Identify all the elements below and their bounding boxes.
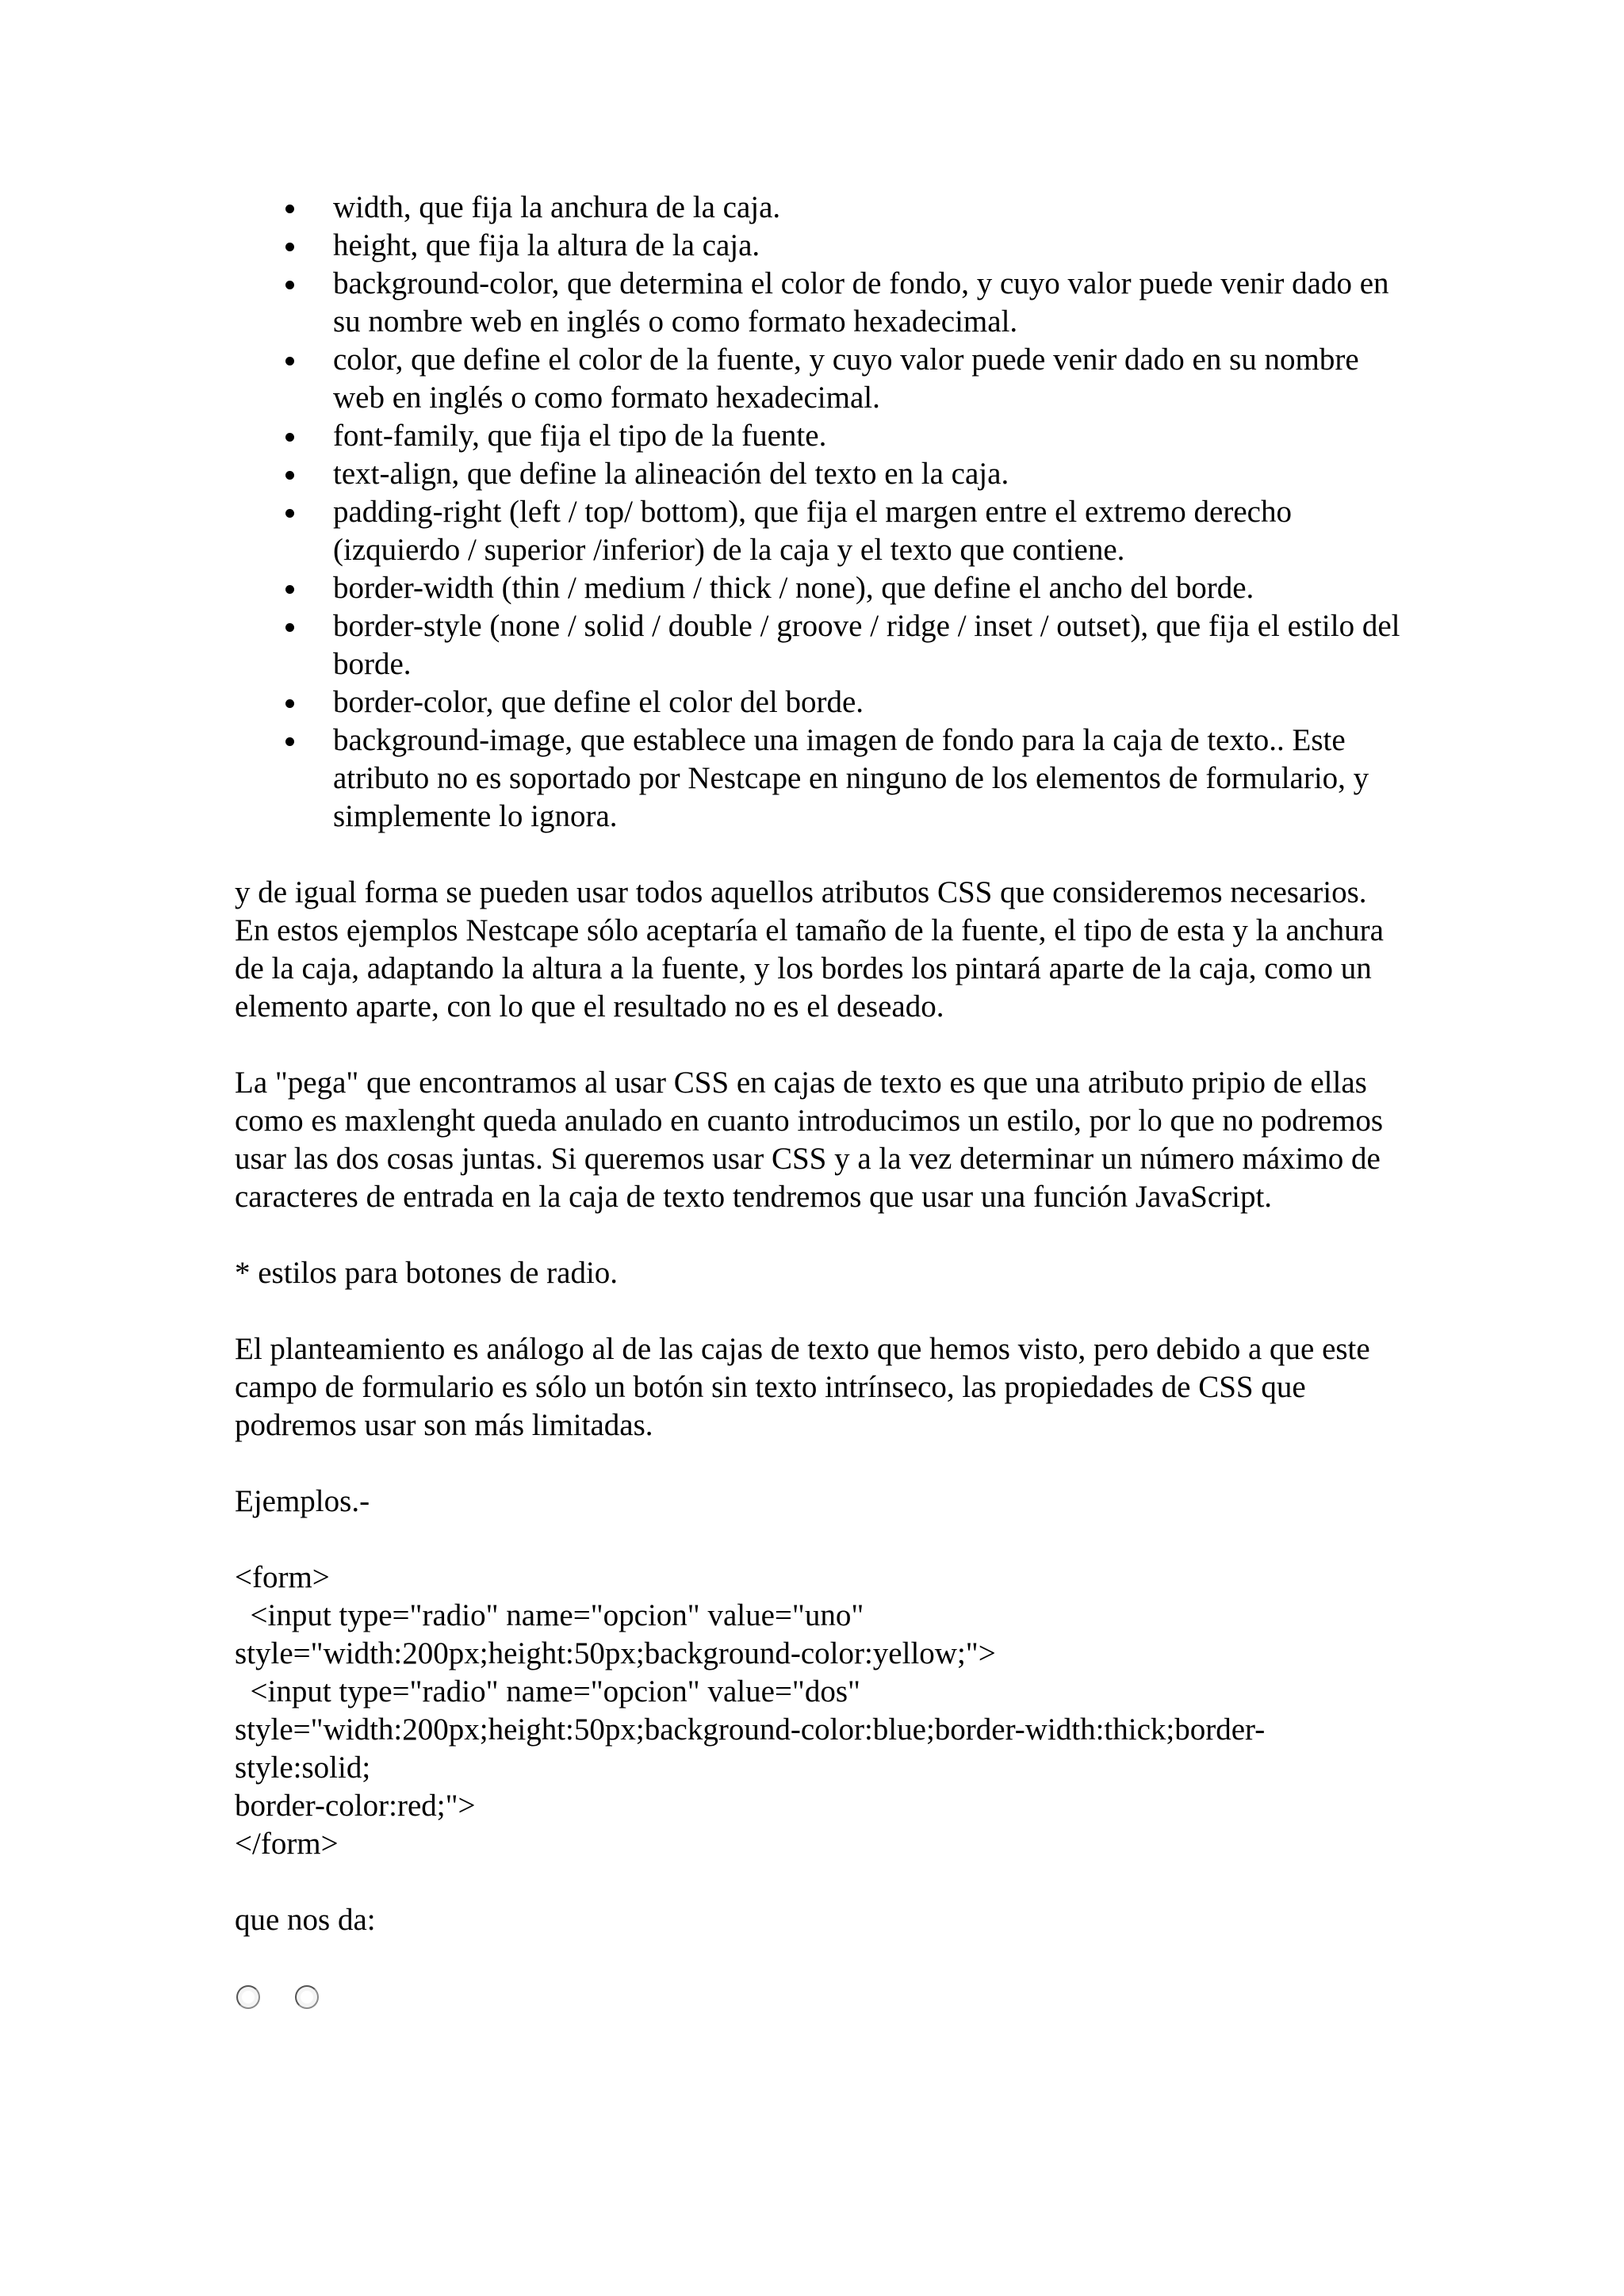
section-heading-radio-styles: * estilos para botones de radio. (235, 1256, 619, 1290)
list-item: height, que fija la altura de la caja. (333, 227, 1408, 265)
code-line: <form> (235, 1560, 330, 1594)
radio-button-uno[interactable] (236, 1985, 260, 2009)
list-item: border-style (none / solid / double / groove / ridge / inset / outset), que fija el estilo del borde. (333, 607, 1408, 683)
spacer (235, 1216, 1408, 1254)
spacer (235, 836, 1408, 874)
examples-heading: Ejemplos.- (235, 1484, 370, 1518)
radio-result-row (236, 1985, 319, 2009)
code-example (235, 1559, 1408, 1863)
code-line: style="width:200px;height:50px;background-color:blue;border-width:thick;border- (235, 1712, 1266, 1747)
list-item: color, que define el color de la fuente, y cuyo valor puede venir dado en su nombre web en inglés o como formato hexadecimal. (333, 341, 1408, 417)
list-item: padding-right (left / top/ bottom), que fija el margen entre el extremo derecho (izquierdo / superior /inferior) de la caja y el texto que contiene. (333, 493, 1408, 569)
paragraph-css-attributes: y de igual forma se pueden usar todos aquellos atributos CSS que consideremos necesarios. En estos ejemplos Nestcape sólo aceptaría el tamaño de la fuente, el tipo de esta y la anchura de la caja, adaptando la altura a la fuente, y los bordes los pintará aparte de la caja, como un elemento aparte, con lo que el resultado no es el deseado. (235, 875, 1384, 1024)
list-item: text-align, que define la alineación del texto en la caja. (333, 455, 1408, 493)
spacer (235, 1292, 1408, 1330)
spacer (235, 1026, 1408, 1064)
list-item: background-color, que determina el color de fondo, y cuyo valor puede venir dado en su nombre web en inglés o como formato hexadecimal. (333, 265, 1408, 341)
result-label: que nos da: (235, 1903, 376, 1937)
code-line: </form> (235, 1827, 339, 1861)
list-item: border-color, que define el color del borde. (333, 683, 1408, 721)
radio-button-dos[interactable] (295, 1985, 319, 2009)
code-line: style="width:200px;height:50px;background-color:yellow;"> (235, 1636, 996, 1670)
code-line: <input type="radio" name="opcion" value="dos" (235, 1674, 860, 1709)
list-item: width, que fija la anchura de la caja. (333, 189, 1408, 227)
spacer (235, 1521, 1408, 1559)
document-page (235, 189, 1408, 1939)
paragraph-maxlength: La "pega" que encontramos al usar CSS en cajas de texto es que una atributo pripio de ellas como es maxlenght queda anulado en cuanto introducimos un estilo, por lo que no podremos usar las dos cosas juntas. Si queremos usar CSS y a la vez determinar un número máximo de caracteres de entrada en la caja de texto tendremos que usar una función JavaScript. (235, 1066, 1384, 1214)
code-line: style:solid; (235, 1751, 371, 1785)
list-item: border-width (thin / medium / thick / none), que define el ancho del borde. (333, 569, 1408, 607)
list-item: background-image, que establece una imagen de fondo para la caja de texto.. Este atributo no es soportado por Nestcape en ninguno de los elementos de formulario, y simplemente lo ignora. (333, 721, 1408, 836)
spacer (235, 1445, 1408, 1483)
code-line: border-color:red;"> (235, 1789, 476, 1823)
spacer (235, 1863, 1408, 1901)
list-item: font-family, que fija el tipo de la fuente. (333, 417, 1408, 455)
paragraph-radio-approach: El planteamiento es análogo al de las cajas de texto que hemos visto, pero debido a que este campo de formulario es sólo un botón sin texto intrínseco, las propiedades de CSS que podremos usar son más limitadas. (235, 1332, 1370, 1442)
css-attributes-list (235, 189, 1408, 836)
code-line: <input type="radio" name="opcion" value="uno" (235, 1598, 864, 1632)
